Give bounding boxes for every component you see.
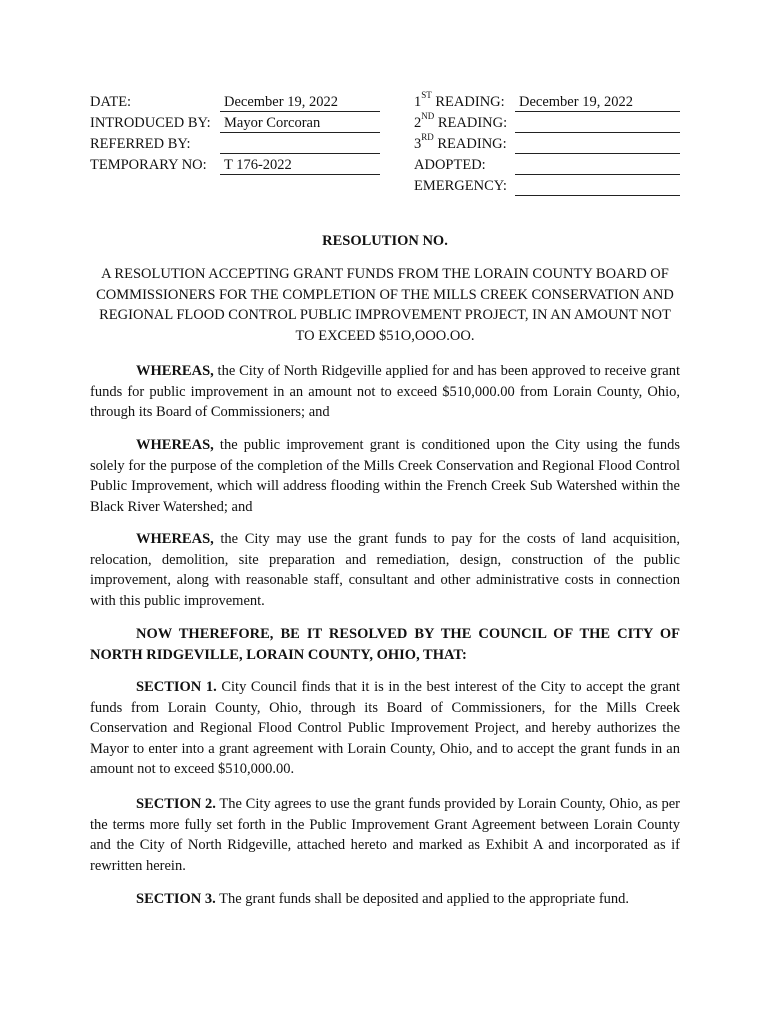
referred-by-label: REFERRED BY: <box>90 136 191 152</box>
adopted-value <box>515 155 680 175</box>
emergency-value <box>515 176 680 196</box>
section-lead: SECTION 3. <box>136 891 216 907</box>
whereas-lead: WHEREAS, <box>136 531 214 547</box>
section-2 <box>90 794 680 876</box>
paragraph-text: the City may use the grant funds to pay for the costs of land acquisition, relocation, demolition, site preparation and remediation, design, construction of the public improvement, along with reasonable staff, consultant and other administrative costs in connection with this public improvement. <box>90 531 680 609</box>
second-reading-label: 2ND READING: <box>414 111 508 131</box>
paragraph-text: the City of North Ridgeville applied for and has been approved to receive grant funds for public improvement in an amount not to exceed $510,000.00 from Lorain County, Ohio, through its Board of Commissioners; and <box>90 363 680 420</box>
introduced-by-label: INTRODUCED BY: <box>90 115 211 131</box>
section-text: The grant funds shall be deposited and applied to the appropriate fund. <box>215 891 630 907</box>
section-text: The City agrees to use the grant funds provided by Lorain County, Ohio, as per the terms more fully set forth in the Public Improvement Grant Agreement between Lorain County and the City of North Ridgeville, attached hereto and marked as Exhibit A and incorporated as if rewritten herein. <box>90 796 681 874</box>
first-reading-value: December 19, 2022 <box>515 92 680 112</box>
date-label: DATE: <box>90 94 132 110</box>
first-reading-label: 1ST READING: <box>414 90 505 110</box>
temporary-no-value: T 176-2022 <box>220 155 380 175</box>
paragraph-text: the public improvement grant is conditioned upon the City using the funds solely for the purpose of the completion of the Mills Creek Conservation and Regional Flood Control Public Improvement, which will address flooding within the French Creek Sub Watershed within the Black River Watershed; and <box>90 437 680 515</box>
date-value: December 19, 2022 <box>220 92 380 112</box>
section-lead: SECTION 2. <box>136 796 216 812</box>
whereas-paragraph-1 <box>90 361 680 423</box>
resolution-title: A RESOLUTION ACCEPTING GRANT FUNDS FROM THE LORAIN COUNTY BOARD OF COMMISSIONERS FOR THE COMPLETION OF THE MILLS CREEK CONSERVATION AND REGIONAL FLOOD CONTROL PUBLIC IMPROVEMENT PROJECT, IN AN AMOUNT NOT TO EXCEED $51O,OOO.OO. <box>96 266 674 344</box>
resolution-number-heading: RESOLUTION NO. <box>322 233 448 249</box>
whereas-lead: WHEREAS, <box>136 363 214 379</box>
section-1 <box>90 677 680 780</box>
referred-by-value <box>220 134 380 154</box>
whereas-lead: WHEREAS, <box>136 437 214 453</box>
third-reading-value <box>515 134 680 154</box>
whereas-paragraph-2 <box>90 435 680 517</box>
section-text: City Council finds that it is in the best interest of the City to accept the grant funds from Lorain County, Ohio, through its Board of Commissioners, for the Mills Creek Conservation and Regional Flood Control Public Improvement Project, and hereby authorizes the Mayor to enter into a grant agreement with Lorain County, Ohio, and to accept the grant funds in an amount not to exceed $510,000.00. <box>90 679 680 777</box>
third-reading-label: 3RD READING: <box>414 132 507 152</box>
emergency-label: EMERGENCY: <box>414 178 507 194</box>
adopted-label: ADOPTED: <box>414 157 486 173</box>
temporary-no-label: TEMPORARY NO: <box>90 157 207 173</box>
whereas-paragraph-3 <box>90 529 680 611</box>
introduced-by-value: Mayor Corcoran <box>220 113 380 133</box>
section-lead: SECTION 1. <box>136 679 217 695</box>
section-3 <box>90 889 680 910</box>
resolved-clause: NOW THEREFORE, BE IT RESOLVED BY THE COUNCIL OF THE CITY OF NORTH RIDGEVILLE, LORAIN COUNTY, OHIO, THAT: <box>90 626 680 663</box>
second-reading-value <box>515 113 680 133</box>
